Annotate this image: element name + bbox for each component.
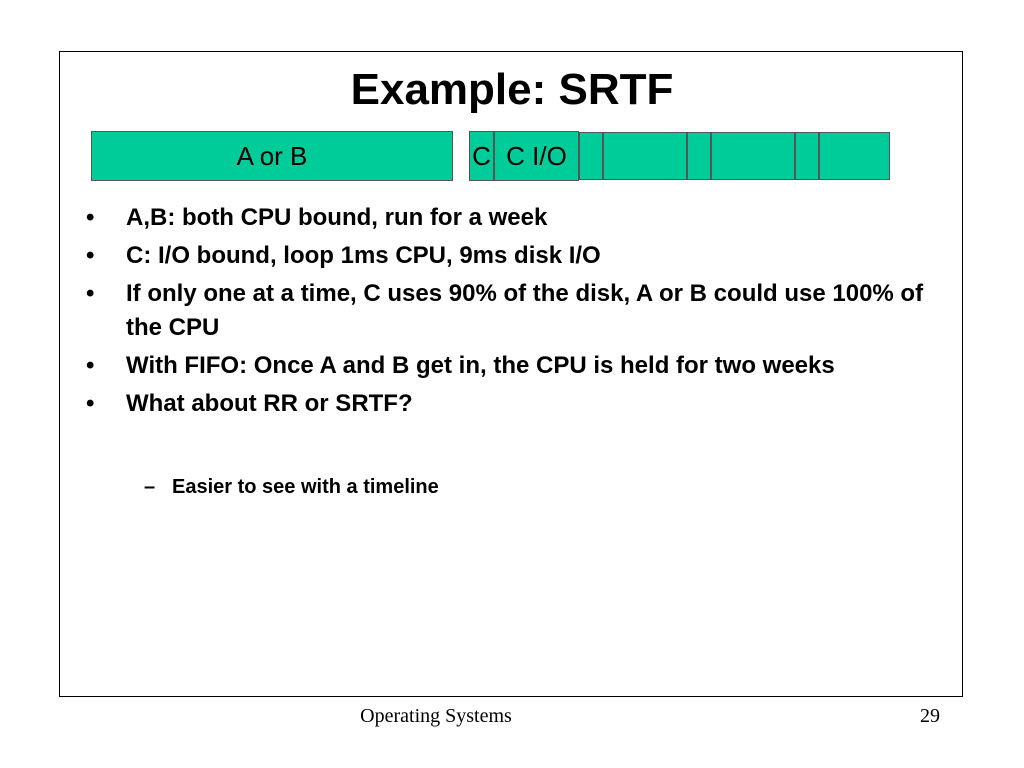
bullet-list [86, 201, 946, 425]
bullet-text: A,B: both CPU bound, run for a week [126, 204, 548, 231]
bullet-text: With FIFO: Once A and B get in, the CPU is held for two weeks [126, 352, 835, 379]
timeline-slot [819, 132, 890, 180]
bullet-text: If only one at a time, C uses 90% of the disk, A or B could use 100% of the CPU [126, 280, 924, 341]
timeline-c-io: C I/O [494, 131, 579, 181]
bullet-marker: • [86, 242, 95, 269]
bullet-marker: • [86, 390, 95, 417]
bullet-text: What about RR or SRTF? [126, 390, 413, 417]
sub-bullet-text: Easier to see with a timeline [172, 476, 439, 498]
page-number: 29 [920, 705, 940, 727]
bullet-item [86, 349, 946, 383]
bullet-item [86, 239, 946, 273]
timeline-c: C [469, 131, 494, 181]
timeline-slot [795, 132, 819, 180]
slide-title: Example: SRTF [350, 65, 674, 114]
bullet-item [86, 201, 946, 235]
timeline-a-or-b: A or B [91, 131, 453, 181]
bullet-marker: • [86, 352, 95, 379]
bullet-marker: • [86, 280, 95, 307]
timeline-slot [603, 132, 687, 180]
bullet-marker: • [86, 204, 95, 231]
timeline-slot [579, 132, 603, 180]
sub-bullet-marker: – [144, 476, 156, 498]
timeline-slot [711, 132, 795, 180]
sub-bullet [144, 473, 439, 501]
bullet-item [86, 277, 946, 345]
bullet-text: C: I/O bound, loop 1ms CPU, 9ms disk I/O [126, 242, 601, 269]
bullet-item [86, 387, 946, 421]
timeline-slot [687, 132, 711, 180]
footer-text: Operating Systems [360, 705, 512, 727]
